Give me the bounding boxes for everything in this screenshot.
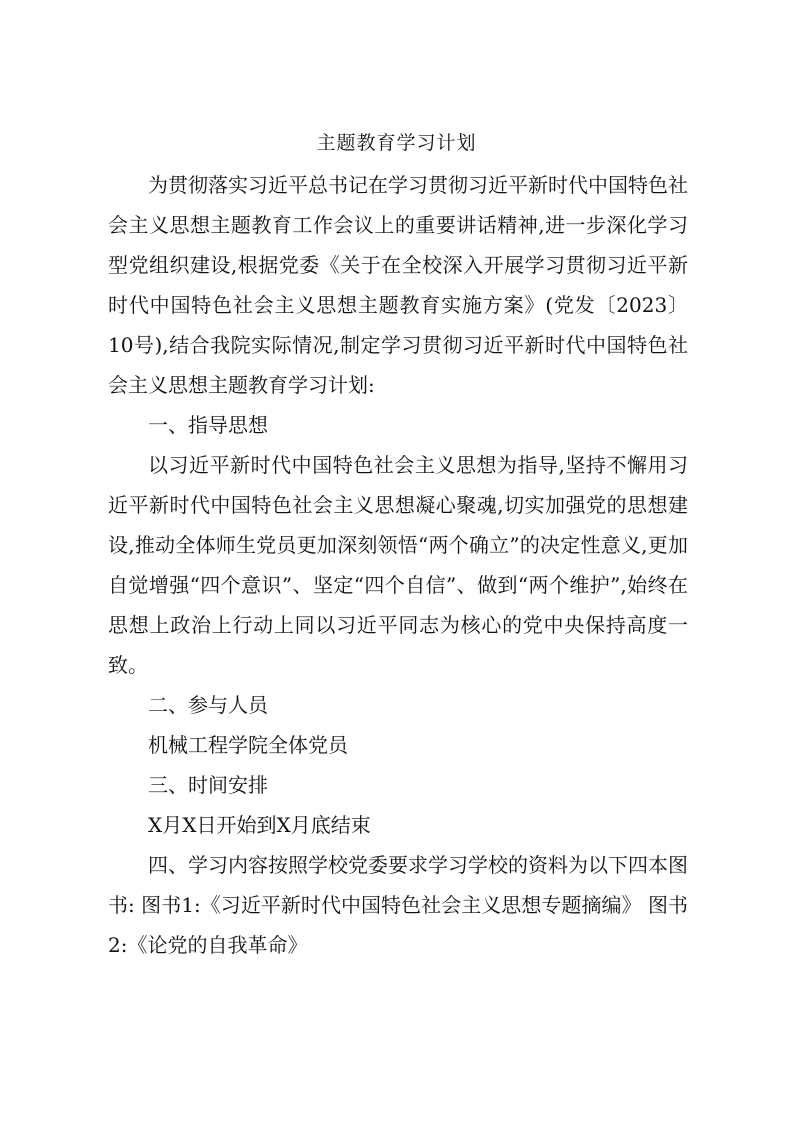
document-title: 主题教育学习计划 [316,132,477,154]
paragraph-learning-content: 四、学习内容按照学校党委要求学习学校的资料为以下四本图书: 图书1:《习近平新时代中国特色社会主义思想专题摘编》 图书2:《论党的自我革命》 [108,853,688,957]
heading-schedule: 三、时间安排 [148,773,268,797]
paragraph-schedule: X月X日开始到X月底结束 [148,813,371,837]
heading-participants: 二、参与人员 [148,693,268,717]
paragraph-participants: 机械工程学院全体党员 [148,733,348,757]
document-body [108,165,688,965]
heading-guiding-ideology: 一、指导思想 [148,413,268,437]
paragraph-intro: 为贯彻落实习近平总书记在学习贯彻习近平新时代中国特色社会主义思想主题教育工作会议上的重要讲话精神,进一步深化学习型党组织建设,根据党委《关于在全校深入开展学习贯彻习近平新时代中国特色社会主义思想主题教育实施方案》(党发〔2023〕10号),结合我院实际情况,制定学习贯彻习近平新时代中国特色社会主义思想主题教育学习计划: [108,173,688,397]
paragraph-guiding-ideology: 以习近平新时代中国特色社会主义思想为指导,坚持不懈用习近平新时代中国特色社会主义思想凝心聚魂,切实加强党的思想建设,推动全体师生党员更加深刻领悟“两个确立”的决定性意义,更加自觉增强“四个意识”、坚定“四个自信”、做到“两个维护”,始终在思想上政治上行动上同以习近平同志为核心的党中央保持高度一致。 [108,453,688,677]
